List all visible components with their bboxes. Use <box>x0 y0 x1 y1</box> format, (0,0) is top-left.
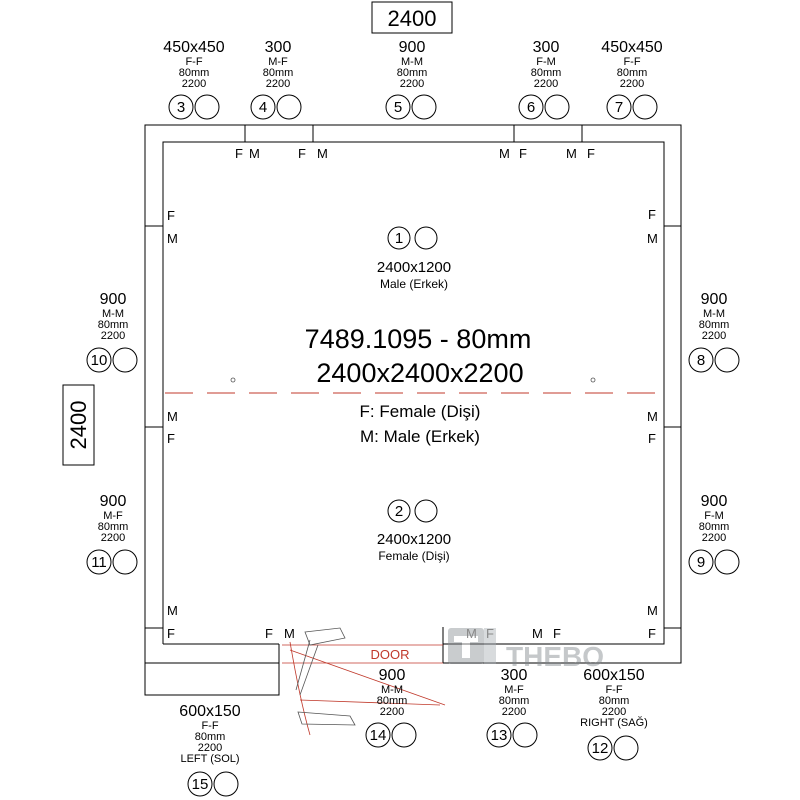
wall-panel-4 <box>251 39 301 119</box>
wall-panel-spec: M-M <box>703 308 725 320</box>
thebo-logo-text: THEBO <box>506 641 604 672</box>
door-label: DOOR <box>370 647 410 662</box>
joint-labels-bottom <box>265 626 561 641</box>
wall-panel-7 <box>601 39 662 119</box>
wall-panel-spec: M-F <box>103 510 123 522</box>
joint-label: F <box>648 626 656 641</box>
panel-blank-circle <box>277 95 301 119</box>
depth-dimension-box <box>63 385 94 465</box>
wall-panel-size: 900 <box>99 291 127 308</box>
wall-panel-number: 10 <box>90 352 108 369</box>
center-info <box>305 324 532 446</box>
wall-panel-spec: 80mm <box>376 695 408 707</box>
wall-panel-5 <box>386 39 436 119</box>
wall-panel-spec: 2200 <box>379 706 405 718</box>
joint-label: M <box>532 626 543 641</box>
wall-panel-spec: F-F <box>201 720 219 732</box>
wall-panel-size: 600x150 <box>583 667 645 684</box>
wall-panel-14 <box>366 667 416 747</box>
joint-label: M <box>499 146 510 161</box>
joint-label: F <box>167 626 175 641</box>
joint-label: F <box>265 626 273 641</box>
panel-blank-circle <box>715 550 739 574</box>
joint-label: F <box>167 208 175 223</box>
panel-blank-circle <box>214 772 238 796</box>
wall-panel-size: 450x450 <box>601 39 663 56</box>
joint-label: F <box>167 431 175 446</box>
door-swing <box>282 628 445 735</box>
wall-panel-spec: 80mm <box>698 319 730 331</box>
wall-panel-spec: F-F <box>185 56 203 68</box>
joint-labels-top <box>235 146 595 161</box>
wall-panel-spec: 2200 <box>501 706 527 718</box>
floor-panel-1-number: 1 <box>394 230 404 247</box>
panel-blank-circle <box>633 95 657 119</box>
wall-panel-spec: M-M <box>401 56 423 68</box>
joint-label: M <box>249 146 260 161</box>
joint-label: F <box>235 146 243 161</box>
wall-panel-10 <box>87 291 137 372</box>
wall-panel-spec: F-M <box>704 510 724 522</box>
wall-panel-spec: 2200 <box>265 78 291 90</box>
wall-panel-size: 300 <box>500 667 528 684</box>
room-dimensions: 2400x2400x2200 <box>316 358 524 388</box>
wall-panel-9 <box>689 493 739 574</box>
wall-panel-number: 7 <box>614 99 624 116</box>
wall-panel-number: 13 <box>490 727 508 744</box>
wall-panel-6 <box>519 39 569 119</box>
wall-panel-spec: M-M <box>102 308 124 320</box>
wall-panel-size: 900 <box>99 493 127 510</box>
joint-labels-left <box>167 208 178 641</box>
panel-blank-circle <box>195 95 219 119</box>
wall-panel-size: 300 <box>532 39 560 56</box>
joint-label: F <box>587 146 595 161</box>
wall-panel-spec: 80mm <box>194 731 226 743</box>
joint-label: M <box>566 146 577 161</box>
wall-panel-size: 900 <box>700 493 728 510</box>
wall-panel-number: 3 <box>176 99 186 116</box>
wall-panel-number: 5 <box>393 99 403 116</box>
product-code: 7489.1095 - 80mm <box>304 324 532 354</box>
wall-panel-spec: 2200 <box>100 532 126 544</box>
joint-label: M <box>284 626 295 641</box>
floor-panel-2-number: 2 <box>394 503 404 520</box>
joint-label: M <box>647 231 658 246</box>
wall-panel-spec: F-F <box>605 684 623 696</box>
panel-blank-circle <box>614 736 638 760</box>
wall-panel-spec: 80mm <box>262 67 294 79</box>
wall-panel-size: 900 <box>378 667 406 684</box>
wall-panel-number: 15 <box>191 776 209 793</box>
wall-panel-spec: F-F <box>623 56 641 68</box>
wall-panel-number: 4 <box>258 99 268 116</box>
joint-label: F <box>553 626 561 641</box>
wall-panel-spec: 80mm <box>396 67 428 79</box>
wall-panel-spec: 80mm <box>598 695 630 707</box>
wall-panel-15 <box>179 703 240 796</box>
wall-panel-spec: M-M <box>381 684 403 696</box>
wall-panel-spec: RIGHT (SAĞ) <box>580 717 648 729</box>
wall-panel-spec: 80mm <box>698 521 730 533</box>
joint-label: M <box>647 409 658 424</box>
joint-labels-right <box>647 207 658 641</box>
wall-panel-12 <box>580 667 648 760</box>
floor-panel-1 <box>377 227 451 291</box>
left-wing-panel <box>145 663 279 695</box>
panel-blank-circle <box>113 550 137 574</box>
wall-panel-13 <box>487 667 537 747</box>
joint-label: F <box>648 207 656 222</box>
joint-label: M <box>167 231 178 246</box>
wall-panel-spec: 80mm <box>498 695 530 707</box>
wall-panel-number: 11 <box>91 554 107 571</box>
wall-panel-spec: 80mm <box>530 67 562 79</box>
wall-panel-spec: 80mm <box>616 67 648 79</box>
panel-blank-circle <box>513 723 537 747</box>
floor-panel-1-size: 2400x1200 <box>376 259 452 276</box>
wall-panel-spec: M-F <box>504 684 524 696</box>
joint-label: M <box>317 146 328 161</box>
joint-label: F <box>519 146 527 161</box>
depth-dimension-text: 2400 <box>66 400 91 450</box>
wall-panel-11 <box>87 493 137 574</box>
wall-panel-spec: 2200 <box>399 78 425 90</box>
joint-label: F <box>486 626 494 641</box>
legend-female: F: Female (Dişi) <box>359 402 481 421</box>
floor-panel-2-type: Female (Dişi) <box>378 549 450 563</box>
wall-panel-spec: 2200 <box>197 742 223 754</box>
wall-panel-spec: 2200 <box>601 706 627 718</box>
panel-blank-circle <box>412 95 436 119</box>
legend-male: M: Male (Erkek) <box>360 427 480 446</box>
wall-panel-number: 14 <box>369 727 387 744</box>
wall-panel-size: 450x450 <box>163 39 225 56</box>
wall-panel-size: 900 <box>700 291 728 308</box>
joint-label: M <box>167 409 178 424</box>
wall-panel-spec: 80mm <box>178 67 210 79</box>
wall-panel-spec: 2200 <box>100 330 126 342</box>
width-dimension-box <box>372 2 452 33</box>
joint-label: M <box>647 603 658 618</box>
joint-label: F <box>298 146 306 161</box>
panel-blank-circle <box>113 348 137 372</box>
floor-panel-2-size: 2400x1200 <box>376 531 452 548</box>
wall-panel-8 <box>689 291 739 372</box>
joint-label: M <box>466 626 477 641</box>
wall-panel-number: 12 <box>591 740 609 757</box>
wall-panel-spec: M-F <box>268 56 288 68</box>
floor-panel-2 <box>377 500 451 563</box>
wall-panel-number: 8 <box>696 352 706 369</box>
wall-panel-size: 600x150 <box>179 703 241 720</box>
wall-panel-spec: 80mm <box>97 319 129 331</box>
wall-panel-spec: 2200 <box>181 78 207 90</box>
joint-label: F <box>648 431 656 446</box>
wall-panel-spec: LEFT (SOL) <box>180 753 240 765</box>
wall-panel-size: 300 <box>264 39 292 56</box>
wall-panel-spec: 2200 <box>533 78 559 90</box>
panel-blank-circle <box>392 723 416 747</box>
wall-panel-spec: F-M <box>536 56 556 68</box>
panel-blank-circle <box>715 348 739 372</box>
wall-panel-number: 6 <box>526 99 536 116</box>
joint-label: M <box>167 603 178 618</box>
wall-panel-number: 9 <box>696 554 706 571</box>
wall-panel-size: 900 <box>398 39 426 56</box>
wall-panel-spec: 2200 <box>701 532 727 544</box>
wall-panel-spec: 80mm <box>97 521 129 533</box>
wall-panel-spec: 2200 <box>619 78 645 90</box>
width-dimension-text: 2400 <box>387 6 437 31</box>
wall-panel-3 <box>163 39 224 119</box>
wall-panel-spec: 2200 <box>701 330 727 342</box>
floor-panel-1-type: Male (Erkek) <box>379 277 449 291</box>
panel-blank-circle <box>545 95 569 119</box>
